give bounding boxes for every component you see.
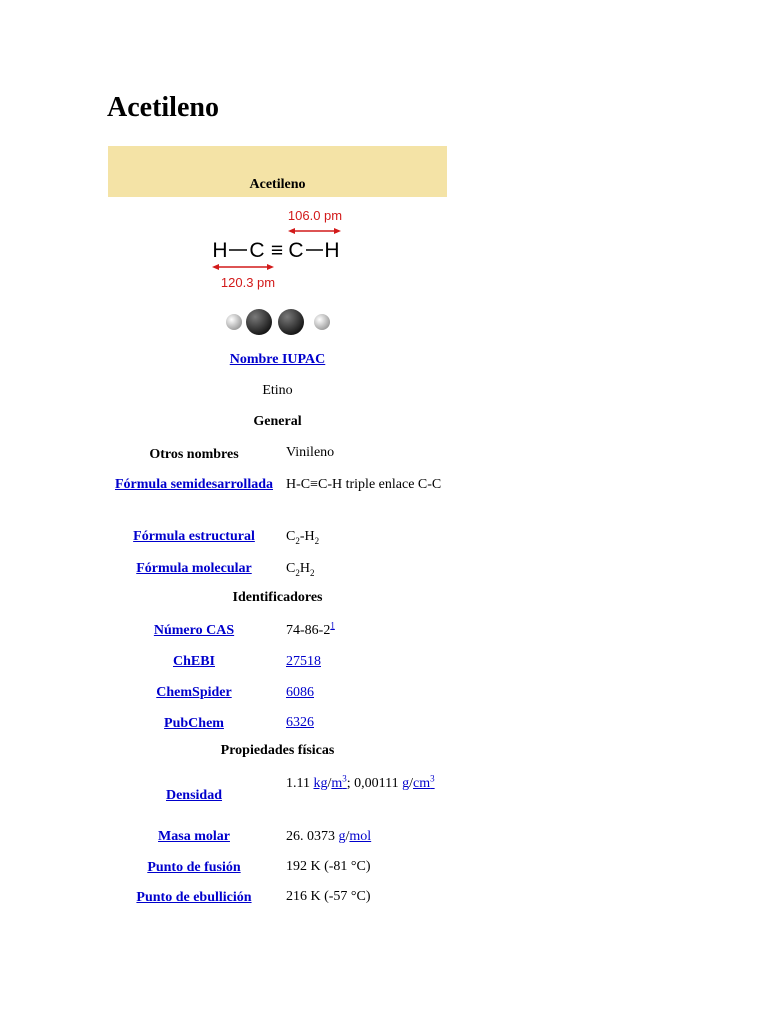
cas-reference-link[interactable]: 1 bbox=[330, 620, 335, 631]
label-formula-semi bbox=[108, 474, 280, 495]
carbon-atom-right bbox=[278, 309, 304, 335]
masa-molar-slash: / bbox=[345, 829, 350, 844]
formula-molecular-h-sub: 2 bbox=[309, 567, 315, 578]
chebi-link[interactable]: ChEBI bbox=[172, 654, 216, 669]
label-formula-molecular bbox=[108, 558, 280, 579]
label-cas bbox=[108, 620, 280, 641]
label-pubchem bbox=[108, 713, 280, 734]
formula-molecular-c: C bbox=[286, 561, 296, 576]
densidad-value-2: ; 0,00111 bbox=[346, 776, 403, 791]
value-chemspider bbox=[286, 682, 448, 703]
densidad-slash-2: / bbox=[409, 776, 414, 791]
value-formula-semi: H-C≡C-H triple enlace C-C bbox=[286, 477, 442, 492]
label-punto-fusion bbox=[108, 857, 280, 878]
hydrogen-atom-left bbox=[226, 314, 242, 330]
infobox-header-title: Acetileno bbox=[249, 177, 306, 192]
atom-c-left: C bbox=[249, 239, 265, 262]
pubchem-id-link[interactable]: 6326 bbox=[286, 715, 314, 730]
formula-estructural-h-sub: 2 bbox=[314, 535, 320, 546]
densidad-slash-1: / bbox=[327, 776, 332, 791]
infobox-header bbox=[108, 146, 447, 197]
formula-estructural-h: -H bbox=[299, 529, 315, 544]
section-identificadores: Identificadores bbox=[232, 590, 323, 605]
label-masa-molar bbox=[108, 826, 280, 847]
value-cas bbox=[286, 620, 448, 641]
formula-molecular-h: H bbox=[299, 561, 310, 576]
page-title: Acetileno bbox=[107, 92, 219, 123]
label-chemspider bbox=[108, 682, 280, 703]
atom-c-right: C bbox=[288, 239, 304, 262]
label-chebi bbox=[108, 651, 280, 672]
bond-cc-length: 120.3 pm bbox=[220, 275, 276, 290]
value-formula-molecular bbox=[286, 558, 448, 579]
value-chebi bbox=[286, 651, 448, 672]
bond-ch-length: 106.0 pm bbox=[287, 208, 343, 223]
atom-h-left: H bbox=[212, 239, 228, 262]
formula-semidesarrollada-link[interactable]: Fórmula semidesarrollada bbox=[114, 477, 273, 492]
chemspider-id-link[interactable]: 6086 bbox=[286, 685, 314, 700]
value-otros-nombres: Vinileno bbox=[286, 445, 335, 460]
value-pubchem bbox=[286, 712, 448, 733]
punto-ebullicion-link[interactable]: Punto de ebullición bbox=[136, 890, 252, 905]
iupac-name-link[interactable]: Nombre IUPAC bbox=[229, 352, 326, 367]
cas-number-value: 74-86-2 bbox=[286, 623, 331, 638]
bond-ch-arrow bbox=[288, 228, 341, 234]
ball-and-stick-model bbox=[226, 309, 330, 335]
m-unit-exponent: 3 bbox=[342, 773, 347, 784]
cm-unit-exponent: 3 bbox=[430, 773, 435, 784]
mol-unit-link[interactable]: mol bbox=[349, 829, 372, 844]
densidad-value-1: 1.11 bbox=[286, 776, 314, 791]
formula-estructural-c-sub: 2 bbox=[295, 535, 300, 546]
m3-unit-link[interactable] bbox=[331, 773, 347, 791]
label-densidad bbox=[108, 785, 280, 806]
carbon-atom-left bbox=[246, 309, 272, 335]
cm3-unit-link[interactable] bbox=[413, 773, 435, 791]
iupac-name-row bbox=[108, 352, 447, 368]
acetylene-structure-diagram bbox=[108, 200, 447, 340]
formula-estructural-link[interactable]: Fórmula estructural bbox=[133, 529, 255, 544]
section-propiedades-fisicas: Propiedades físicas bbox=[220, 743, 335, 758]
value-densidad bbox=[286, 773, 448, 794]
value-punto-ebullicion: 216 K (-57 °C) bbox=[286, 889, 371, 904]
formula-estructural-c: C bbox=[286, 529, 296, 544]
iupac-name-value: Etino bbox=[262, 383, 293, 398]
m-unit: m bbox=[331, 776, 343, 791]
masa-molar-link[interactable]: Masa molar bbox=[158, 829, 230, 844]
formula-molecular-c-sub: 2 bbox=[295, 567, 300, 578]
chebi-id-link[interactable]: 27518 bbox=[286, 654, 321, 669]
masa-molar-number: 26. 0373 bbox=[286, 829, 339, 844]
kg-unit-link[interactable]: kg bbox=[313, 776, 328, 791]
value-punto-fusion: 192 K (-81 °C) bbox=[286, 859, 371, 874]
pubchem-link[interactable]: PubChem bbox=[164, 716, 224, 731]
triple-bond: ≡ bbox=[270, 239, 284, 262]
infobox bbox=[108, 146, 447, 197]
bond-cc-arrow bbox=[212, 264, 274, 270]
structural-formula bbox=[212, 239, 339, 262]
punto-fusion-link[interactable]: Punto de fusión bbox=[147, 860, 241, 875]
chemspider-link[interactable]: ChemSpider bbox=[156, 685, 232, 700]
densidad-link[interactable]: Densidad bbox=[165, 788, 223, 803]
label-otros-nombres: Otros nombres bbox=[149, 447, 239, 462]
g-molar-unit-link[interactable]: g bbox=[338, 829, 346, 844]
formula-molecular-link[interactable]: Fórmula molecular bbox=[136, 561, 252, 576]
cm-unit: cm bbox=[413, 776, 431, 791]
cas-number-link[interactable]: Número CAS bbox=[153, 623, 235, 638]
section-general: General bbox=[253, 414, 302, 429]
value-formula-estructural bbox=[286, 526, 448, 547]
label-punto-ebullicion bbox=[108, 887, 280, 908]
hydrogen-atom-right bbox=[314, 314, 330, 330]
label-formula-estructural bbox=[108, 526, 280, 547]
g-unit-link[interactable]: g bbox=[402, 776, 410, 791]
atom-h-right: H bbox=[324, 239, 340, 262]
value-masa-molar bbox=[286, 826, 448, 847]
